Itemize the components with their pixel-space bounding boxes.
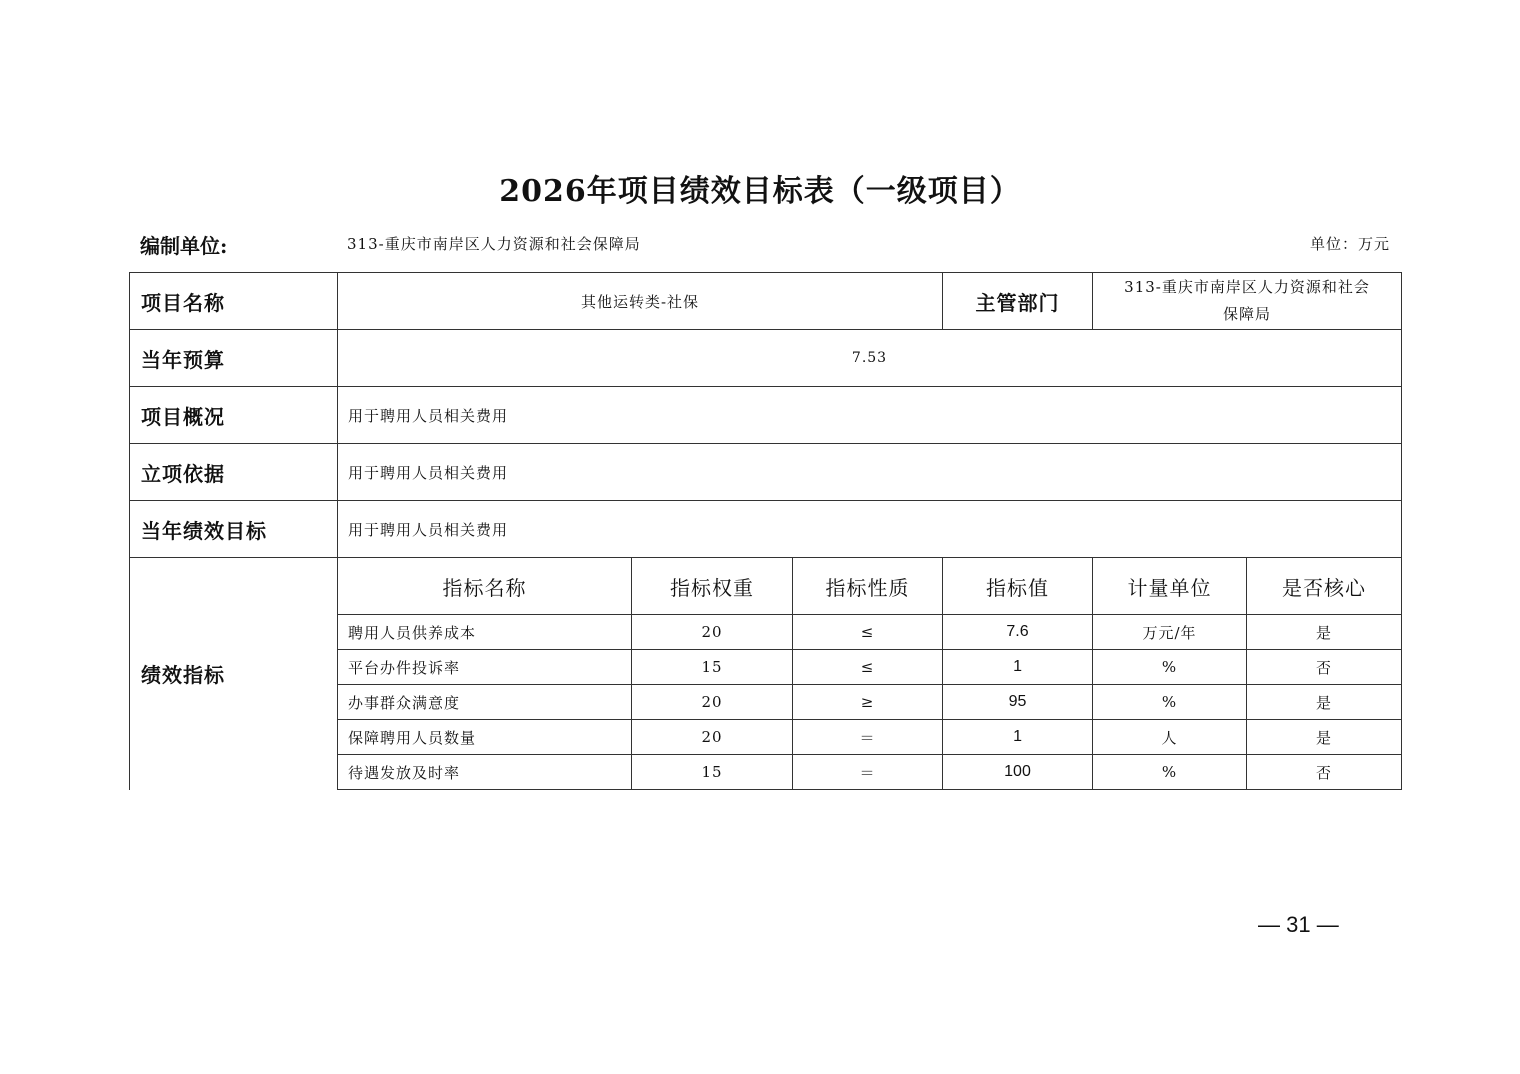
indicator-header-row	[130, 558, 1402, 615]
indicator-nature: ≥	[793, 685, 943, 720]
dept-label: 主管部门	[943, 273, 1093, 330]
indicator-core: 是	[1247, 685, 1402, 720]
header-indicator-unit: 计量单位	[1093, 558, 1247, 615]
project-name-label: 项目名称	[130, 273, 338, 330]
basis-label: 立项依据	[130, 444, 338, 501]
overview-label: 项目概况	[130, 387, 338, 444]
goal-value: 用于聘用人员相关费用	[338, 501, 1402, 558]
indicator-core: 是	[1247, 615, 1402, 650]
indicator-name: 办事群众满意度	[338, 685, 632, 720]
indicator-unit: %	[1093, 685, 1247, 720]
project-name-value: 其他运转类-社保	[338, 273, 943, 330]
indicator-nature: ＝	[793, 755, 943, 790]
unit-label: 单位：万元	[1309, 235, 1390, 253]
budget-value: 7.53	[338, 330, 1402, 387]
dept-value	[1093, 273, 1402, 330]
indicator-value: 95	[943, 685, 1093, 720]
page-title: 2026年项目绩效目标表（一级项目）	[499, 174, 1021, 209]
indicator-unit: 万元/年	[1093, 615, 1247, 650]
indicator-value: 1	[943, 720, 1093, 755]
indicator-nature: ≤	[793, 650, 943, 685]
budget-row	[130, 330, 1402, 387]
indicator-unit: %	[1093, 755, 1247, 790]
overview-value: 用于聘用人员相关费用	[338, 387, 1402, 444]
indicator-core: 否	[1247, 755, 1402, 790]
header-indicator-nature: 指标性质	[793, 558, 943, 615]
indicator-nature: ＝	[793, 720, 943, 755]
indicators-section-label: 绩效指标	[130, 558, 338, 790]
header-indicator-value: 指标值	[943, 558, 1093, 615]
goal-row	[130, 501, 1402, 558]
indicator-weight: 15	[632, 650, 793, 685]
budget-label: 当年预算	[130, 330, 338, 387]
compiler-label: 编制单位:	[140, 234, 228, 258]
dept-value-line2: 保障局	[1223, 305, 1272, 323]
indicator-name: 聘用人员供养成本	[338, 615, 632, 650]
indicator-name: 平台办件投诉率	[338, 650, 632, 685]
indicator-weight: 20	[632, 685, 793, 720]
compiler-value: 313-重庆市南岸区人力资源和社会保障局	[347, 235, 641, 253]
indicator-value: 100	[943, 755, 1093, 790]
dept-value-line1: 313-重庆市南岸区人力资源和社会	[1124, 278, 1370, 296]
header-indicator-weight: 指标权重	[632, 558, 793, 615]
indicator-value: 1	[943, 650, 1093, 685]
performance-table	[129, 272, 1402, 790]
basis-row	[130, 444, 1402, 501]
overview-row	[130, 387, 1402, 444]
indicator-weight: 15	[632, 755, 793, 790]
indicator-unit: %	[1093, 650, 1247, 685]
indicator-unit: 人	[1093, 720, 1247, 755]
basis-value: 用于聘用人员相关费用	[338, 444, 1402, 501]
header-indicator-name: 指标名称	[338, 558, 632, 615]
indicator-value: 7.6	[943, 615, 1093, 650]
indicator-name: 待遇发放及时率	[338, 755, 632, 790]
indicator-core: 是	[1247, 720, 1402, 755]
header-indicator-core: 是否核心	[1247, 558, 1402, 615]
page-number: — 31 —	[1258, 912, 1339, 937]
indicator-name: 保障聘用人员数量	[338, 720, 632, 755]
indicator-nature: ≤	[793, 615, 943, 650]
indicator-weight: 20	[632, 615, 793, 650]
goal-label: 当年绩效目标	[130, 501, 338, 558]
project-name-row	[130, 273, 1402, 330]
indicator-core: 否	[1247, 650, 1402, 685]
indicator-weight: 20	[632, 720, 793, 755]
